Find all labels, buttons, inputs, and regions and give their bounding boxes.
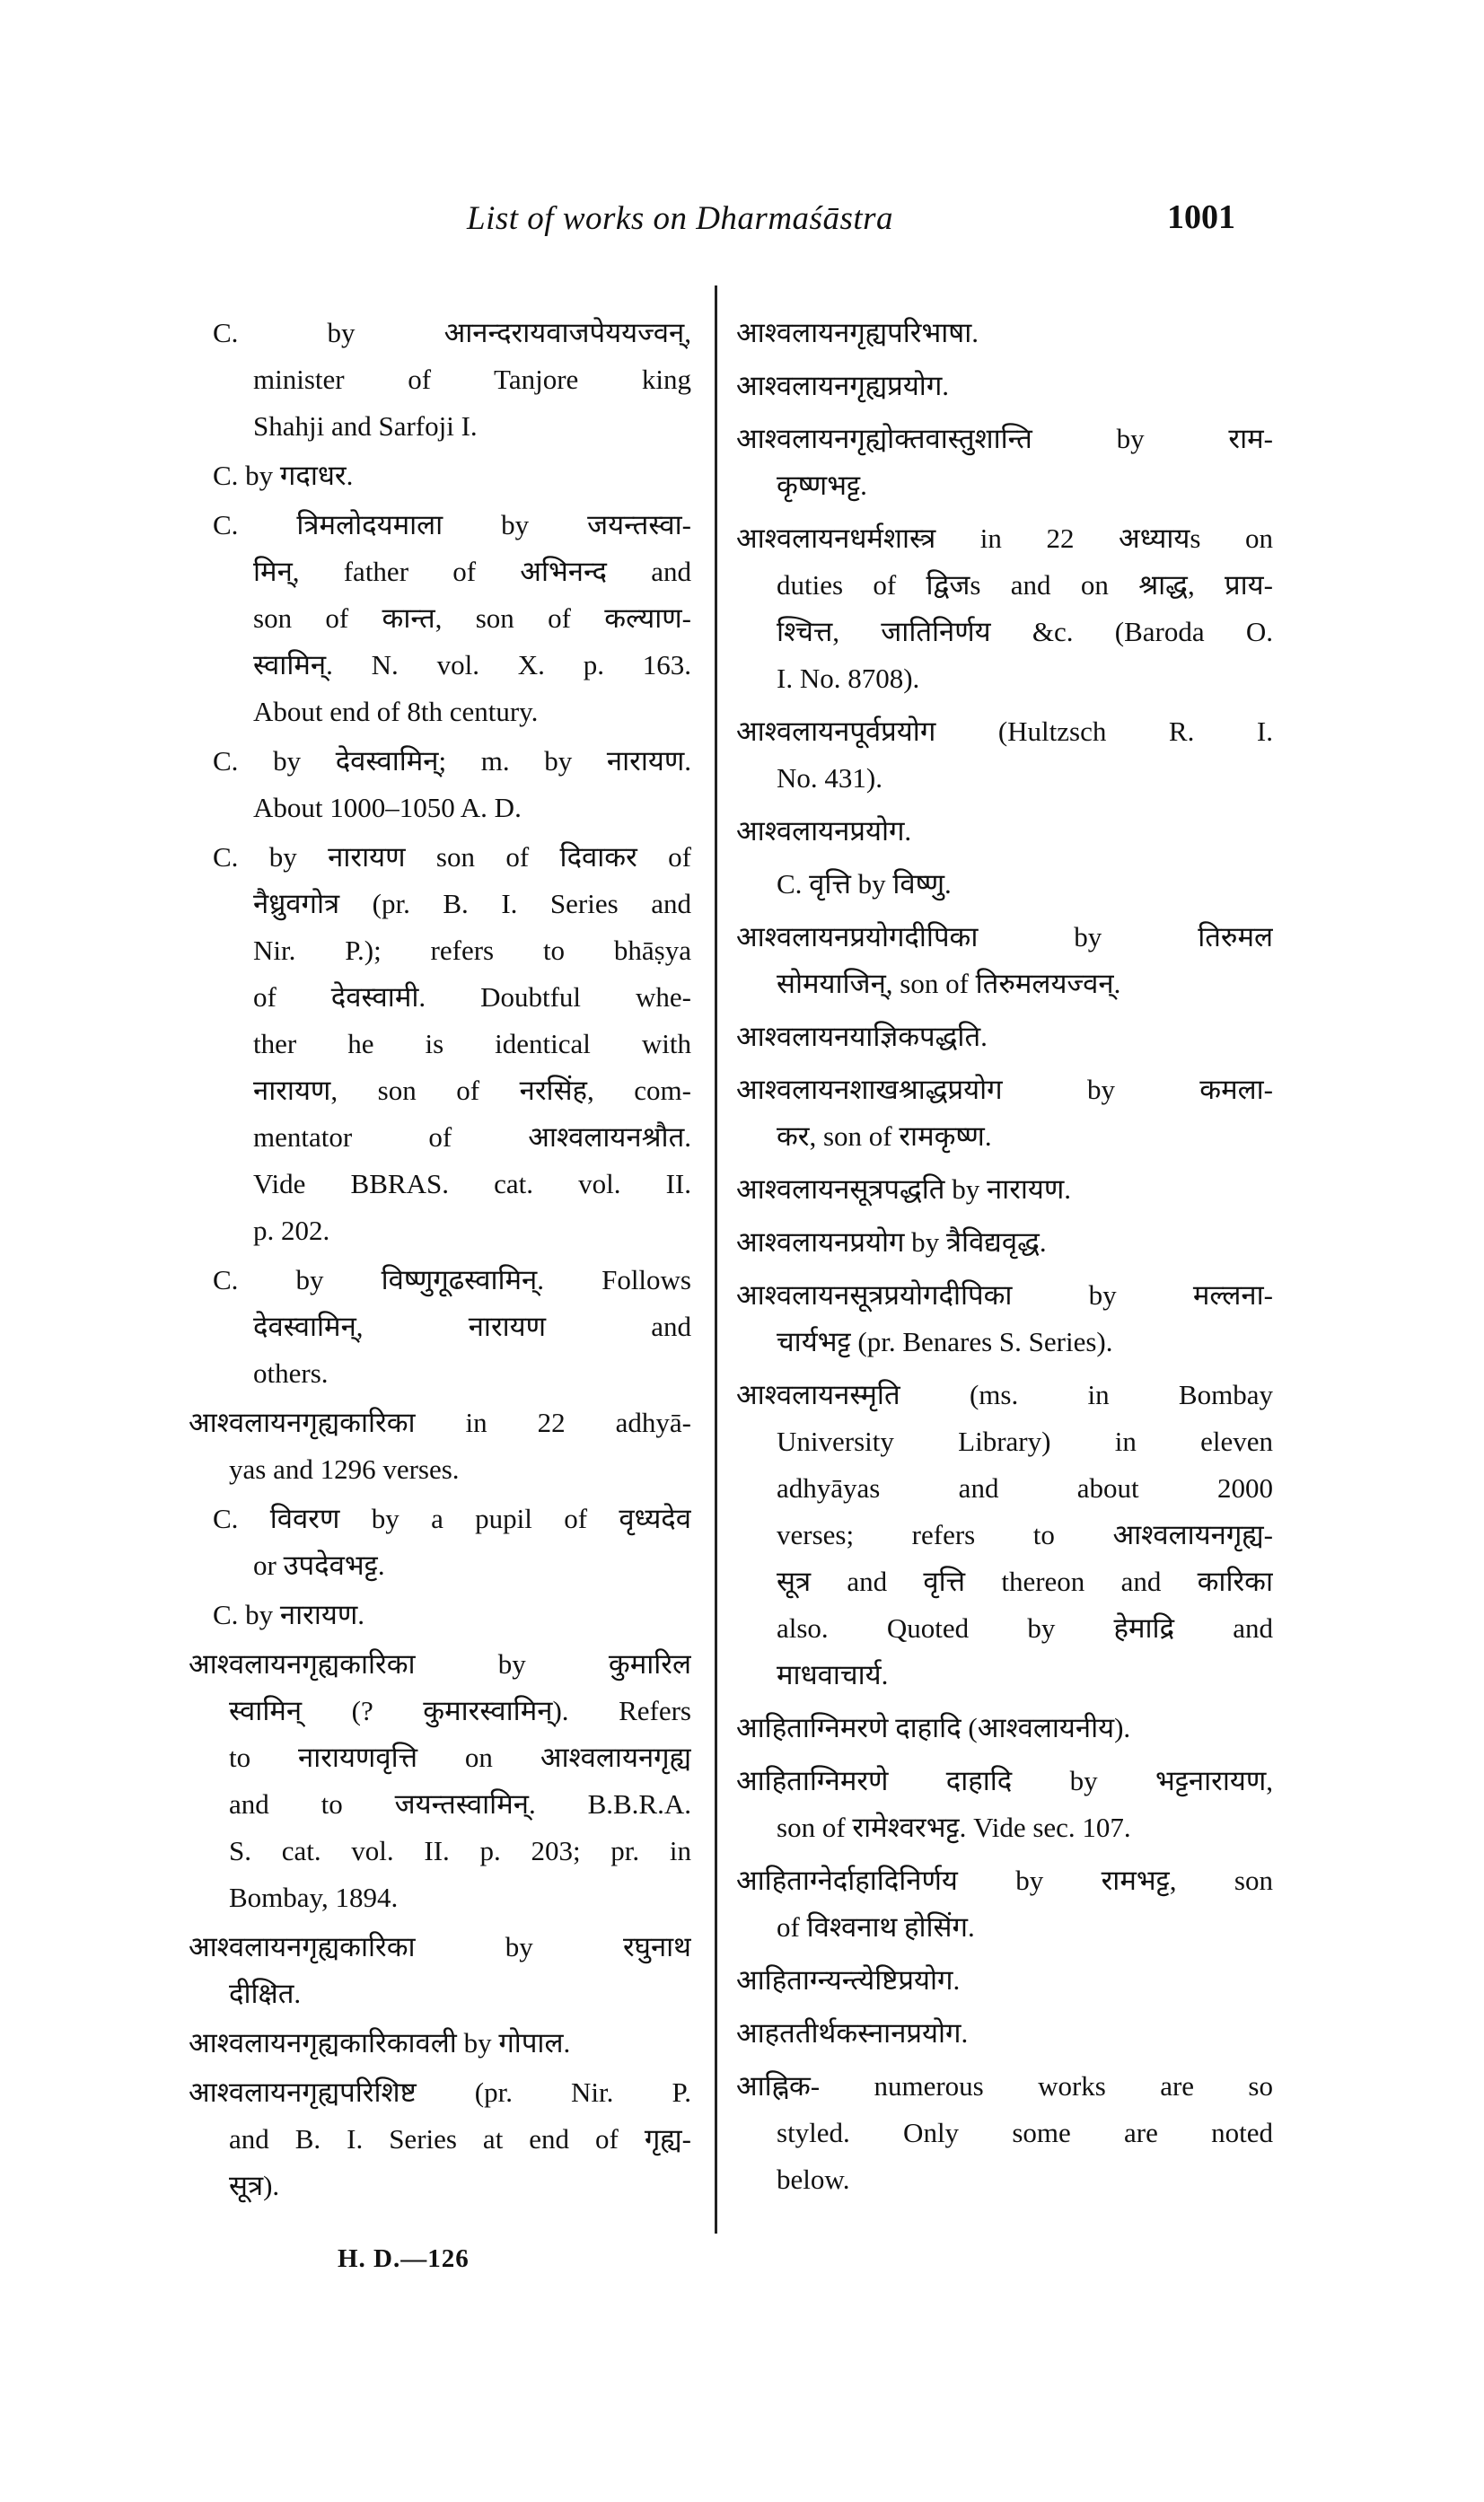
entry-line: C. by आनन्दरायवाजपेययज्वन्, (213, 317, 691, 348)
entry-line: सूत्र). (229, 2170, 280, 2201)
entry-line: C. by नारायण. (213, 1599, 365, 1630)
page-number: 1001 (1167, 198, 1235, 236)
work-entry (736, 1166, 1273, 1213)
entry-line: नैध्रुवगोत्र (pr. B. I. Series and (253, 888, 691, 919)
work-entry (189, 1400, 691, 1493)
entry-line: स्वामिन् (? कुमारस्वामिन्). Refers (229, 1695, 691, 1726)
entry-line: C. by विष्णुगूढस्वामिन्. Follows (213, 1264, 691, 1295)
entry-line: Shahji and Sarfoji I. (253, 410, 478, 442)
entry-line: yas and 1296 verses. (229, 1453, 460, 1485)
entry-line: of विश्वनाथ होसिंग. (777, 1911, 975, 1943)
left-column (189, 310, 691, 2212)
entry-line: C. by देवस्वामिन्; m. by नारायण. (213, 745, 691, 777)
entry-line: आश्वलायनधर्मशास्त्र in 22 अध्यायs on (736, 522, 1273, 554)
entry-line: S. cat. vol. II. p. 203; pr. in (229, 1835, 691, 1866)
entry-line: कर, son of रामकृष्ण. (777, 1120, 992, 1152)
work-entry (736, 1957, 1273, 2004)
entry-line: सूत्र and वृत्ति thereon and कारिका (777, 1566, 1273, 1597)
entry-line: also. Quoted by हेमाद्रि and (777, 1612, 1273, 1644)
column-divider (715, 285, 717, 2234)
entry-line: श्चित्त, जातिनिर्णय &c. (Baroda O. (777, 616, 1273, 647)
entry-line: आश्वलायनगृह्यप्रयोग. (736, 370, 950, 401)
entry-line: आहिताग्न्यन्त्येष्टिप्रयोग. (736, 1964, 961, 1996)
commentary-entry (736, 861, 1273, 908)
work-entry (736, 1014, 1273, 1060)
work-entry (189, 2069, 691, 2209)
commentary-entry (189, 834, 691, 1254)
entry-line: Nir. P.); refers to bhāṣya (253, 935, 691, 966)
work-entry (736, 310, 1273, 356)
entry-line: आश्वलायनगृह्यकारिकावली by गोपाल. (189, 2027, 571, 2059)
work-entry (736, 1372, 1273, 1699)
entry-line: minister of Tanjore king (253, 364, 691, 395)
entry-line: C. by गदाधर. (213, 460, 354, 491)
entry-line: आश्वलायनसूत्रप्रयोगदीपिका by मल्लना- (736, 1279, 1273, 1311)
entry-line: आहततीर्थकस्नानप्रयोग. (736, 2017, 969, 2049)
entry-line: styled. Only some are noted (777, 2117, 1273, 2148)
work-entry (189, 2020, 691, 2067)
entry-line: son of रामेश्वरभट्ट. Vide sec. 107. (777, 1812, 1131, 1843)
entry-line: आश्वलायनप्रयोगदीपिका by तिरुमल (736, 921, 1273, 953)
entry-line: आश्वलायनशाखश्राद्धप्रयोग by कमला- (736, 1074, 1273, 1105)
work-entry (736, 1272, 1273, 1365)
entry-line: C. त्रिमलोदयमाला by जयन्तस्वा- (213, 509, 691, 540)
entry-line: adhyāyas and about 2000 (777, 1472, 1273, 1504)
commentary-entry (189, 738, 691, 831)
entry-line: आहिताग्नेर्दाहादिनिर्णय by रामभट्ट, son (736, 1865, 1273, 1896)
entry-line: आश्वलायनयाज्ञिकपद्धति. (736, 1021, 988, 1052)
entry-line: मिन्, father of अभिनन्द and (253, 556, 691, 587)
work-entry (736, 914, 1273, 1007)
entry-line: कृष्णभट्ट. (777, 470, 867, 501)
entry-line: and B. I. Series at end of गृह्य- (229, 2123, 691, 2155)
entry-line: Bombay, 1894. (229, 1882, 399, 1913)
entry-line: C. विवरण by a pupil of वृध्यदेव (213, 1503, 691, 1534)
entry-line: Vide BBRAS. cat. vol. II. (253, 1168, 691, 1199)
entry-line: नारायण, son of नरसिंह, com- (253, 1075, 691, 1106)
entry-line: others. (253, 1357, 329, 1389)
entry-line: आश्वलायनगृह्यपरिभाषा. (736, 317, 979, 348)
entry-line: verses; refers to आश्वलायनगृह्य- (777, 1519, 1273, 1550)
commentary-entry (189, 1257, 691, 1397)
commentary-entry (189, 502, 691, 735)
work-entry (736, 515, 1273, 702)
entry-line: आह्निक- numerous works are so (736, 2070, 1273, 2102)
entry-line: आश्वलायनगृह्यकारिका in 22 adhyā- (189, 1407, 691, 1438)
entry-line: to नारायणवृत्ति on आश्वलायनगृह्य (229, 1742, 691, 1773)
entry-line: About end of 8th century. (253, 696, 539, 727)
work-entry (736, 1857, 1273, 1951)
work-entry (736, 2063, 1273, 2203)
work-entry (736, 1219, 1273, 1266)
entry-line: C. by नारायण son of दिवाकर of (213, 841, 691, 873)
entry-line: आश्वलायनसूत्रपद्धति by नारायण. (736, 1173, 1072, 1205)
entry-line: आहिताग्निमरणे दाहादि (आश्वलायनीय). (736, 1712, 1131, 1743)
entry-line: दीक्षित. (229, 1978, 302, 2009)
entry-line: mentator of आश्वलायनश्रौत. (253, 1121, 691, 1153)
entry-line: duties of द्विजs and on श्राद्ध, प्राय- (777, 569, 1273, 601)
work-entry (736, 1067, 1273, 1160)
work-entry (189, 1924, 691, 2017)
entry-line: आश्वलायनगृह्योक्तवास्तुशान्ति by राम- (736, 423, 1273, 454)
entry-line: आश्वलायनप्रयोग by त्रैविद्यवृद्ध. (736, 1226, 1047, 1258)
entry-line: आश्वलायनगृह्यकारिका by रघुनाथ (189, 1931, 691, 1962)
commentary-entry (189, 310, 691, 450)
entry-line: चार्यभट्ट (pr. Benares S. Series). (777, 1326, 1113, 1357)
work-entry (189, 1641, 691, 1921)
work-entry (736, 708, 1273, 802)
entry-line: No. 431). (777, 762, 882, 794)
entry-line: आश्वलायनस्मृति (ms. in Bombay (736, 1379, 1273, 1410)
entry-line: आश्वलायनगृह्यकारिका by कुमारिल (189, 1648, 691, 1680)
work-entry (736, 808, 1273, 855)
entry-line: p. 202. (253, 1215, 330, 1246)
entry-line: स्वामिन्. N. vol. X. p. 163. (253, 649, 691, 680)
entry-line: son of कान्त, son of कल्याण- (253, 602, 691, 634)
work-entry (736, 416, 1273, 509)
entry-line: or उपदेवभट्ट. (253, 1549, 385, 1581)
entry-line: आश्वलायनप्रयोग. (736, 815, 912, 847)
signature-mark: H. D.—126 (338, 2244, 470, 2273)
running-title: List of works on Dharmaśāstra (467, 200, 894, 237)
entry-line: I. No. 8708). (777, 663, 920, 694)
entry-line: of देवस्वामी. Doubtful whe- (253, 981, 691, 1013)
commentary-entry (189, 1592, 691, 1638)
entry-line: देवस्वामिन्, नारायण and (253, 1311, 691, 1342)
work-entry (736, 1705, 1273, 1751)
entry-line: आहिताग्निमरणे दाहादि by भट्टनारायण, (736, 1765, 1273, 1796)
entry-line: आश्वलायनगृह्यपरिशिष्ट (pr. Nir. P. (189, 2076, 691, 2108)
entry-line: and to जयन्तस्वामिन्. B.B.R.A. (229, 1788, 691, 1820)
entry-line: आश्वलायनपूर्वप्रयोग (Hultzsch R. I. (736, 715, 1273, 747)
entry-line: About 1000–1050 A. D. (253, 792, 522, 823)
commentary-entry (189, 1496, 691, 1589)
work-entry (736, 363, 1273, 409)
right-column (736, 310, 1273, 2209)
entry-line: ther he is identical with (253, 1028, 691, 1059)
work-entry (736, 1758, 1273, 1851)
work-entry (736, 2010, 1273, 2057)
entry-line: C. वृत्ति by विष्णु. (777, 868, 952, 900)
commentary-entry (189, 452, 691, 499)
entry-line: माधवाचार्य. (777, 1659, 889, 1690)
entry-line: सोमयाजिन्, son of तिरुमलयज्वन्. (777, 968, 1121, 999)
entry-line: below. (777, 2164, 850, 2195)
entry-line: University Library) in eleven (777, 1426, 1273, 1457)
